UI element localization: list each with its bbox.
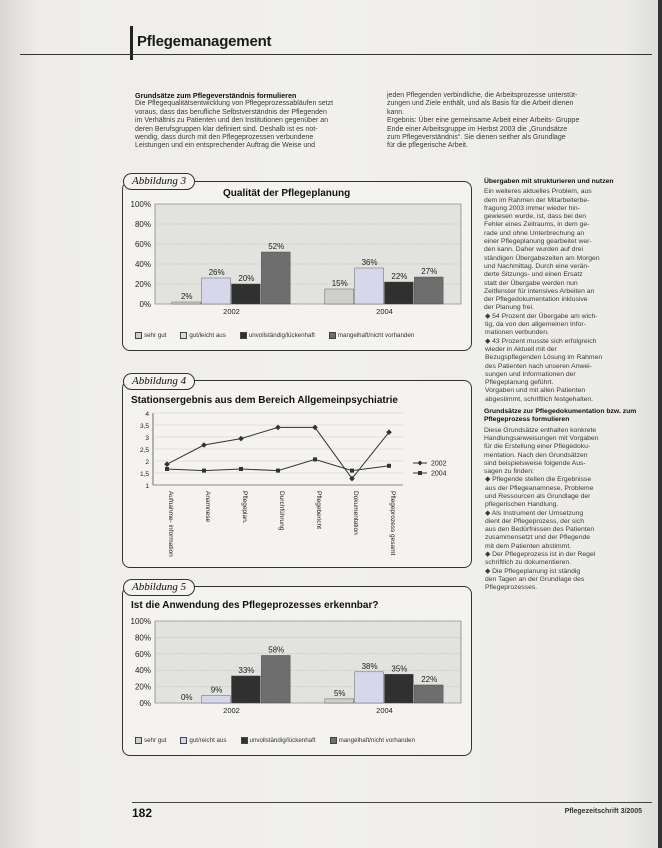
x-tick-label: Pflegeprozess gesamt: [389, 491, 396, 556]
bullet-line: zusammensetzt und der Pflegende: [485, 534, 591, 542]
intro-heading: Grundsätze zum Pflegeverständnis formulieren: [135, 91, 297, 100]
data-label: 33%: [238, 665, 255, 675]
x-tick-label: Durchführung: [278, 491, 285, 531]
y-tick-label: 100%: [130, 617, 151, 626]
legend-label: mangelhaft/nicht vorhanden: [337, 332, 415, 340]
intro-line: deren Berufsgruppen klar definiert sind. Deshalb ist es not-: [135, 125, 318, 133]
data-point: [313, 457, 317, 461]
right-column: [484, 174, 652, 593]
text-line: mentation. Nach den Grundsätzen: [484, 451, 588, 459]
data-label: 22%: [421, 674, 438, 684]
data-point: [350, 469, 354, 473]
data-point: [239, 467, 243, 471]
bar: [261, 252, 290, 304]
text-line: rade und ohne Unterbrechung an: [484, 229, 585, 237]
y-tick-label: 20%: [134, 682, 151, 692]
text-line: statt der Übergabe werden nun: [484, 279, 578, 287]
bullet-line: ◆ 54 Prozent der Übergabe am wich-: [485, 312, 598, 320]
section1-body: [484, 188, 652, 312]
data-label: 38%: [361, 661, 378, 671]
bar: [202, 696, 231, 703]
figure-5-tab: Abbildung 5: [123, 579, 195, 596]
page-number: 182: [132, 806, 153, 820]
x-tick-label: 2002: [223, 706, 240, 715]
data-point: [164, 461, 170, 467]
y-tick-label: 4: [145, 411, 149, 418]
legend-label: unvollständig/lückenhaft: [249, 737, 316, 745]
y-tick-label: 2: [145, 459, 149, 466]
bullet-line: ◆ 43 Prozent musste sich erfolgreich: [485, 337, 597, 345]
intro-line: im Verhältnis zu Patienten und den Institutionen gegenüber an: [135, 117, 329, 125]
y-tick-label: 0%: [139, 699, 151, 708]
section2-body: [484, 427, 652, 477]
legend-label: mangelhaft/nicht vorhanden: [338, 737, 415, 745]
bar: [202, 278, 231, 304]
legend-swatch: [330, 737, 337, 744]
x-tick-label: 2004: [376, 307, 393, 316]
data-label: 15%: [331, 279, 348, 288]
text-line: Diese Grundsätze enthalten konkrete: [484, 426, 597, 434]
bar: [261, 655, 290, 703]
intro-line: Ergebnis: Über eine gemeinsame Arbeit einer Arbeits- Gruppe: [387, 117, 580, 125]
figure-5-title: Ist die Anwendung des Pflegeprozesses erkennbar?: [131, 600, 379, 611]
data-label: 26%: [208, 268, 225, 277]
bar: [414, 277, 443, 304]
text-line: Zeitfenster für intensives Arbeiten an: [484, 287, 595, 295]
bar: [414, 685, 443, 703]
legend-swatch: [241, 737, 248, 744]
intro-line: zum Pflegeverständnis“. Sie dienen seither als Grundlage: [387, 134, 566, 142]
x-tick-label: Dokumentation: [352, 491, 359, 535]
figure-5-legend: [131, 737, 425, 744]
text-line: derte Sitzungs- und einen Ersatz: [484, 271, 583, 279]
y-tick-label: 3,5: [139, 423, 149, 430]
footer-rule: [132, 802, 652, 803]
figure-5-chart: [123, 611, 471, 751]
bullet-line: und Ressourcen als Grundlage der: [485, 492, 591, 500]
data-point: [276, 469, 280, 473]
bullet-line: Bezugspflegenden Lösung im Rahmen: [485, 354, 603, 362]
figure-3: [122, 181, 472, 351]
text-line: ständigen Übergabezeiten am Morgen: [484, 254, 600, 262]
bar: [325, 289, 354, 304]
intro-col1-body: [135, 100, 375, 150]
data-point: [238, 436, 244, 442]
data-point: [202, 469, 206, 473]
bullet-line: ◆ Die Pflegeplanung ist ständig: [485, 567, 581, 575]
data-point: [275, 425, 281, 431]
section2-bullets: [484, 476, 652, 592]
text-line: Ein weiteres aktuelles Problem, aus: [484, 188, 592, 196]
figure-4-title: Stationsergebnis aus dem Bereich Allgemeinpsychiatrie: [131, 395, 398, 406]
y-tick-label: 60%: [134, 649, 151, 659]
text-line: gewiesen wurde, ist, dass bei den: [484, 213, 587, 221]
intro-line: Leistungen und ein entsprechender Auftrag die Weise und: [135, 142, 316, 150]
text-line: fragung 2003 immer wieder hin-: [484, 204, 580, 212]
figure-4: [122, 380, 472, 568]
bar: [232, 284, 261, 304]
data-label: 22%: [391, 272, 408, 281]
intro-column-2: [387, 92, 647, 151]
legend-label: 2004: [431, 470, 447, 478]
text-line: sind beispielsweise folgende Aus-: [484, 459, 586, 467]
figure-5: [122, 586, 472, 756]
y-tick-label: 1,5: [139, 471, 149, 478]
text-line: Fehler eines Zeitraums, in dem ge-: [484, 221, 590, 229]
data-label: 9%: [210, 685, 223, 695]
bar: [355, 268, 384, 304]
bullet-line: den Tagen an der Grundlage des: [485, 575, 585, 583]
legend-swatch: [329, 332, 336, 339]
legend-swatch: [180, 737, 187, 744]
y-tick-label: 1: [145, 483, 149, 490]
text-line: Handlungsanweisungen mit Vorgaben: [484, 434, 599, 442]
data-label: 20%: [238, 274, 255, 283]
legend-label: sehr gut: [144, 332, 167, 340]
bullet-line: ◆ Der Pflegeprozess ist in der Regel: [485, 551, 596, 559]
data-label: 27%: [421, 267, 438, 276]
figure-4-tab: Abbildung 4: [123, 373, 195, 390]
x-tick-label: Pflegeplan.: [241, 491, 248, 524]
data-label: 0%: [180, 693, 193, 702]
y-tick-label: 40%: [134, 666, 151, 676]
y-tick-label: 80%: [134, 633, 151, 643]
data-point: [201, 442, 207, 448]
journal-name: Pflegezeitschrift 3/2005: [564, 808, 642, 815]
bullet-line: dient der Pflegeprozess, der sich: [485, 517, 584, 525]
legend-swatch: [180, 332, 187, 339]
figure-3-tab: Abbildung 3: [123, 173, 195, 190]
text-line: dem im Rahmen der Mitarbeiterbe-: [484, 196, 590, 204]
data-label: 36%: [361, 258, 378, 267]
bar: [232, 676, 261, 703]
bullet-line: aus der Pflegeanamnese, Probleme: [485, 484, 594, 492]
section1-bullets: [484, 313, 652, 404]
intro-line: voraus, dass das berufliche Selbstverständnis der Pflegenden: [135, 108, 327, 116]
x-tick-label: Anamnese: [204, 491, 211, 523]
bullet-line: schriftlich zu dokumentieren.: [485, 559, 572, 567]
text-line: einer Pflegeplanung gearbeitet wer-: [484, 238, 592, 246]
figure-3-chart: [123, 198, 471, 348]
legend-marker: [418, 471, 422, 475]
bar: [325, 699, 354, 703]
bullet-line: Pflegeplanung geführt.: [485, 379, 554, 387]
legend-swatch: [240, 332, 247, 339]
bullet-line: ◆ Als Instrument der Umsetzung: [485, 509, 584, 517]
bullet-line: ◆ Pflegende stellen die Ergebnisse: [485, 476, 592, 484]
intro-line: zungen und Ziele enthält, und als Basis für die Arbeit dienen: [387, 100, 574, 108]
x-tick-label: Aufnahme- information: [167, 491, 174, 557]
bar: [172, 302, 201, 304]
x-tick-label: 2002: [223, 307, 240, 316]
bar: [355, 672, 384, 703]
scan-edge: [658, 0, 662, 848]
intro-col2-body: [387, 92, 647, 151]
intro-line: Ende einer Arbeitsgruppe im Herbst 2003 die „Grundsätze: [387, 125, 568, 133]
intro-line: wendig, dass durch mit den Pflegeprozessen verbundene: [135, 134, 314, 142]
bullet-line: Pflegeprozesses.: [485, 584, 538, 592]
figure-3-title: Qualität der Pflegeplanung: [223, 188, 351, 199]
legend-label: gut/leicht aus: [189, 332, 226, 340]
legend-label: 2002: [431, 460, 447, 468]
bullet-line: tig, da von den allgemeinen Infor-: [485, 321, 586, 329]
intro-column-1: [135, 92, 375, 151]
bullet-line: des Patienten nach unseren Anwei-: [485, 362, 592, 370]
bullet-line: abgestimmt, schriftlich festgehalten.: [485, 395, 594, 403]
y-tick-label: 40%: [134, 260, 151, 269]
text-line: und Nachmittag. Durch eine verän-: [484, 262, 590, 270]
legend-marker: [418, 461, 423, 466]
data-label: 58%: [268, 645, 285, 655]
bullet-line: Vorgaben und mit allen Patienten: [485, 387, 586, 395]
y-tick-label: 2,5: [139, 447, 149, 454]
y-tick-label: 0%: [139, 300, 151, 309]
figure-3-legend: [131, 332, 424, 339]
header-rule: [20, 54, 652, 55]
bullet-line: wieder in Aktuell mit der: [485, 345, 557, 353]
data-label: 2%: [180, 292, 193, 301]
bullet-line: sungen und Informationen der: [485, 370, 576, 378]
data-point: [165, 467, 169, 471]
data-label: 52%: [268, 242, 285, 251]
section1-heading: Übergaben mit strukturieren und nutzen: [484, 178, 614, 185]
text-line: der Pflegedokumentation inklusive: [484, 296, 588, 304]
x-tick-label: Pflegebericht: [315, 491, 322, 529]
bar: [385, 674, 414, 703]
legend-label: unvollständig/lückenhaft: [248, 332, 315, 340]
bullet-line: pflegerischen Handlung.: [485, 501, 559, 509]
text-line: für die Erstellung einer Pflegedoku-: [484, 443, 591, 451]
section2-heading: Grundsätze zur Pflegedokumentation bzw. zum Pflegeprozess formulieren: [484, 408, 637, 424]
figure-4-chart: [123, 407, 471, 567]
y-tick-label: 60%: [134, 240, 151, 249]
y-tick-label: 20%: [134, 280, 151, 289]
y-tick-label: 100%: [130, 200, 151, 209]
legend-label: sehr gut: [144, 737, 167, 745]
intro-line: Die Pflegequalitätsentwicklung von Pflegeprozessabläufen setzt: [135, 100, 334, 108]
bar: [385, 282, 414, 304]
intro-line: jeden Pflegenden verbindliche, die Arbeitsprozesse unterstüt-: [387, 92, 578, 99]
legend-swatch: [135, 737, 142, 744]
data-label: 5%: [333, 688, 346, 698]
bullet-line: mit dem Patienten abstimmt.: [485, 542, 572, 550]
data-label: 35%: [391, 664, 408, 674]
text-line: der Planung frei.: [484, 304, 534, 312]
text-line: sagen zu finden:: [484, 468, 534, 476]
page-title: Pflegemanagement: [137, 33, 272, 50]
x-tick-label: 2004: [376, 706, 393, 715]
legend-label: gut/reicht aus: [189, 737, 227, 745]
text-line: den kann. Daher wurden auf drei: [484, 246, 583, 254]
intro-line: kann.: [387, 108, 405, 116]
bullet-line: mationen verbunden.: [485, 329, 549, 337]
intro-line: für die pflegerische Arbeit.: [387, 142, 468, 150]
legend-swatch: [135, 332, 142, 339]
data-point: [387, 464, 391, 468]
y-tick-label: 3: [145, 435, 149, 442]
y-tick-label: 80%: [134, 220, 151, 229]
bullet-line: aus den Bedürfnissen des Patienten: [485, 526, 595, 534]
